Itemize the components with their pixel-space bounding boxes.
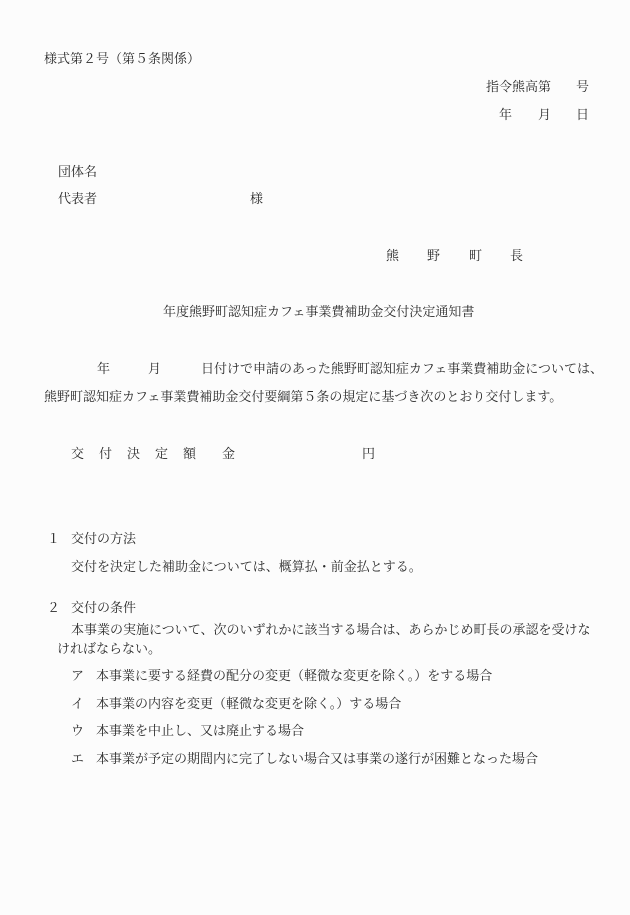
reference-number-suffix: 号	[576, 80, 590, 95]
body-month-label: 月	[148, 362, 162, 377]
sender-char-2: 野	[427, 249, 441, 264]
section-2-text-line-1: 本事業の実施について、次のいずれかに該当する場合は、あらかじめ町長の承認を受けな	[71, 623, 591, 638]
condition-item-marker: ア	[71, 669, 85, 684]
amount-unit: 円	[362, 447, 376, 462]
condition-item-marker: ウ	[71, 724, 85, 739]
condition-item-text: 本事業の内容を変更（軽微な変更を除く。）する場合	[96, 697, 402, 712]
section-1-number: １	[47, 532, 61, 547]
sender-char-3: 町	[469, 249, 483, 264]
condition-item-text: 本事業に要する経費の配分の変更（軽微な変更を除く。）をする場合	[96, 669, 493, 684]
document-title: 年度熊野町認知症カフェ事業費補助金交付決定通知書	[163, 305, 475, 320]
section-2-text-line-2: ければならない。	[57, 642, 162, 657]
amount-label-char-4: 定	[155, 447, 169, 462]
section-2-number: ２	[47, 601, 61, 616]
recipient-rep-label: 代表者	[58, 192, 98, 207]
amount-label-char-2: 付	[99, 447, 113, 462]
form-id: 様式第２号（第５条関係）	[44, 52, 201, 67]
date-year-label: 年	[499, 108, 513, 123]
date-day-label: 日	[576, 108, 590, 123]
condition-item-marker: エ	[71, 752, 85, 767]
amount-label-char-6: 金	[222, 447, 236, 462]
sender-char-1: 熊	[386, 249, 400, 264]
amount-label-char-3: 決	[127, 447, 141, 462]
condition-item-text: 本事業が予定の期間内に完了しない場合又は事業の遂行が困難となった場合	[96, 752, 539, 767]
reference-number-prefix: 指令熊高第	[486, 80, 552, 95]
amount-label-char-1: 交	[71, 447, 85, 462]
recipient-org-label: 団体名	[58, 165, 98, 180]
recipient-honorific: 様	[250, 192, 264, 207]
amount-label-char-5: 額	[183, 447, 197, 462]
section-1-text: 交付を決定した補助金については、概算払・前金払とする。	[71, 560, 422, 575]
section-1-heading: 交付の方法	[71, 532, 137, 547]
sender-char-4: 長	[510, 249, 524, 264]
condition-item-text: 本事業を中止し、又は廃止する場合	[96, 724, 305, 739]
condition-item-marker: イ	[71, 697, 85, 712]
body-year-label: 年	[97, 362, 111, 377]
section-2-heading: 交付の条件	[71, 601, 137, 616]
body-line-1: 日付けで申請のあった熊野町認知症カフェ事業費補助金については、	[201, 362, 603, 377]
body-line-2: 熊野町認知症カフェ事業費補助金交付要綱第５条の規定に基づき次のとおり交付します。	[44, 390, 563, 405]
date-month-label: 月	[538, 108, 552, 123]
